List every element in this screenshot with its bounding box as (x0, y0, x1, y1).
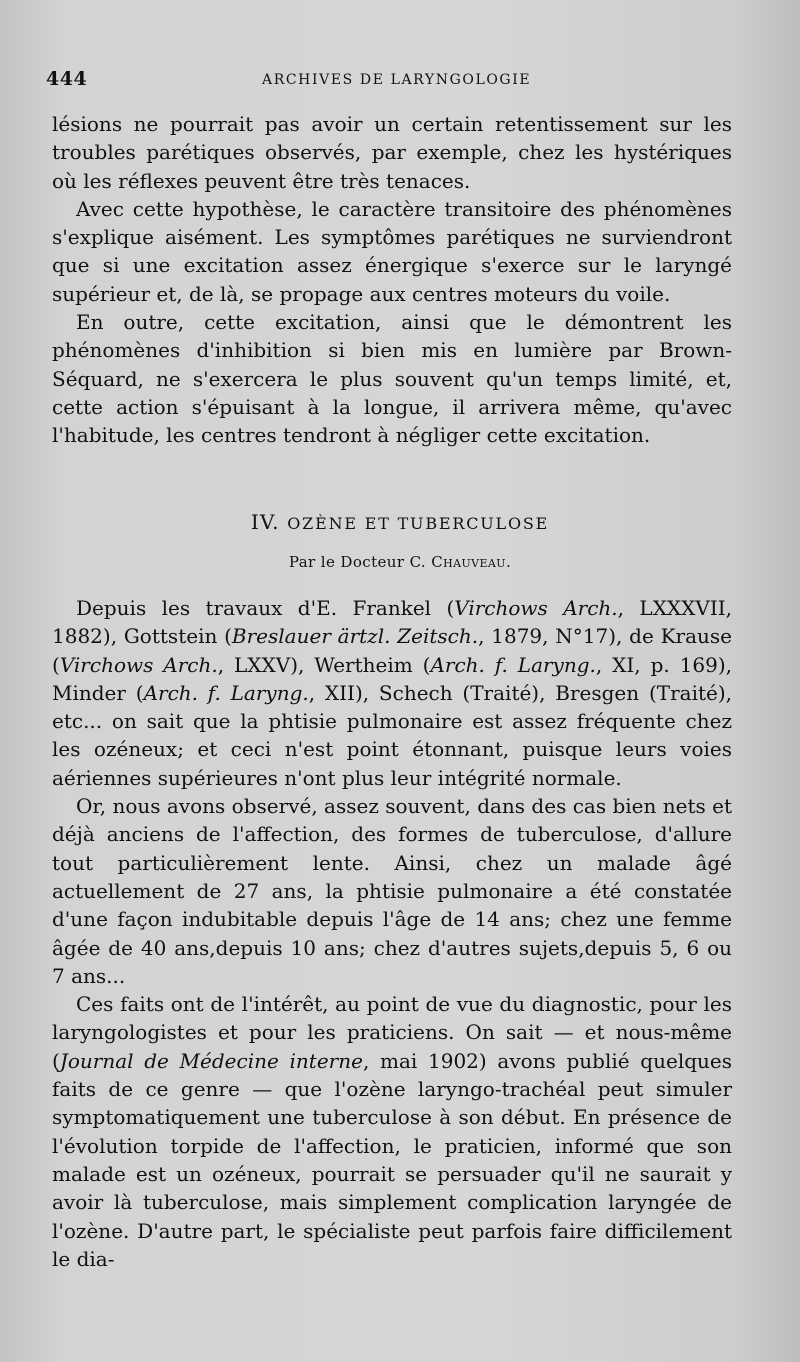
ref-citation-4: Arch. f. Laryng. (430, 652, 596, 677)
top-text-block (52, 110, 732, 450)
paragraph-hypothesis: Avec cette hypothèse, le caractère transitoire des phénomènes s'explique aisément. Les symptômes parétiques ne surviendront que si une excitation assez énergique s'exerce sur le laryngé supérieur et, de là, se propage aux centres moteurs du voile. (52, 196, 732, 306)
page-number: 444 (46, 68, 88, 90)
byline-author: Chauveau. (431, 553, 512, 571)
ref-text-3: , 1879, N°17), de Krause ( (52, 624, 732, 677)
paragraph-inhibition: En outre, cette excitation, ainsi que le démontrent les phénomènes d'inhibition si bien mis en lumière par Brown-Séquard, ne s'exercera le plus souvent qu'un temps limité, et, cette action s'épuisant à la longue, il arrivera même, qu'avec l'habitude, les centres tendront à négliger cette excitation. (52, 310, 732, 448)
ref-text-4: , LXXV), Wertheim ( (217, 652, 431, 677)
ref-text-1: Depuis les travaux d'E. Frankel ( (76, 596, 455, 620)
byline-prefix: Par le Docteur C. (288, 553, 427, 571)
paragraph-continuation: lésions ne pourrait pas avoir un certain retentissement sur les troubles parétiques observés, par exemple, chez les hystériques où les réflexes peuvent être très tenaces. (52, 112, 732, 193)
section-heading (0, 510, 800, 534)
section-title: OZÈNE ET TUBERCULOSE (287, 514, 550, 533)
facts-text-1: Ces faits ont de l'intérêt, au point de vue du diagnostic, pour les laryngologistes et pour les praticiens. On sait — et nous-même ( (52, 992, 732, 1073)
facts-citation-1: Journal de Médecine interne (59, 1048, 363, 1073)
ref-citation-2: Breslauer ärtzl. Zeitsch. (231, 624, 479, 649)
ref-text-5: , XI, p. 169), Minder ( (52, 652, 732, 705)
ref-citation-3: Virchows Arch. (59, 652, 218, 677)
ref-text-6: , XII), Schech (Traité), Bresgen (Traité), etc... on sait que la phtisie pulmonaire est assez fréquente chez les ozéneux; et ceci n'est point étonnant, puisque leurs voies aériennes supérieures n'ont plus leur intégrité normale. (52, 680, 732, 790)
facts-text-2: , mai 1902) avons publié quelques faits de ce genre — que l'ozène laryngo-trachéal peut simuler symptomatiquement une tuberculose à son début. En présence de l'évolution torpide de l'affection, le praticien, informé que son malade est un ozéneux, pourrait se persuader qu'il ne saurait y avoir là tuberculose, mais simplement complication laryngée de l'ozène. D'autre part, le spécialiste peut parfois faire difficilement le dia- (52, 1048, 733, 1271)
ref-citation-1: Virchows Arch. (454, 596, 618, 620)
paragraph-observations: Or, nous avons observé, assez souvent, dans des cas bien nets et déjà anciens de l'affection, des formes de tuberculose, d'allure tout particulièrement lente. Ainsi, chez un malade âgé actuellement de 27 ans, la phtisie pulmonaire a été constatée d'une façon indubitable depuis l'âge de 14 ans; chez une femme âgée de 40 ans,depuis 10 ans; chez d'autres sujets,depuis 5, 6 ou 7 ans... (52, 794, 732, 988)
ref-citation-5: Arch. f. Laryng. (143, 680, 309, 705)
paragraph-references (52, 594, 732, 792)
paragraph-diagnostic (52, 990, 732, 1273)
byline (0, 553, 800, 571)
section-number: IV. (250, 510, 280, 534)
article-text-block (52, 594, 732, 1273)
ref-text-2: , LXXXVII, 1882), Gottstein ( (52, 596, 733, 649)
running-head: ARCHIVES DE LARYNGOLOGIE (262, 72, 532, 88)
